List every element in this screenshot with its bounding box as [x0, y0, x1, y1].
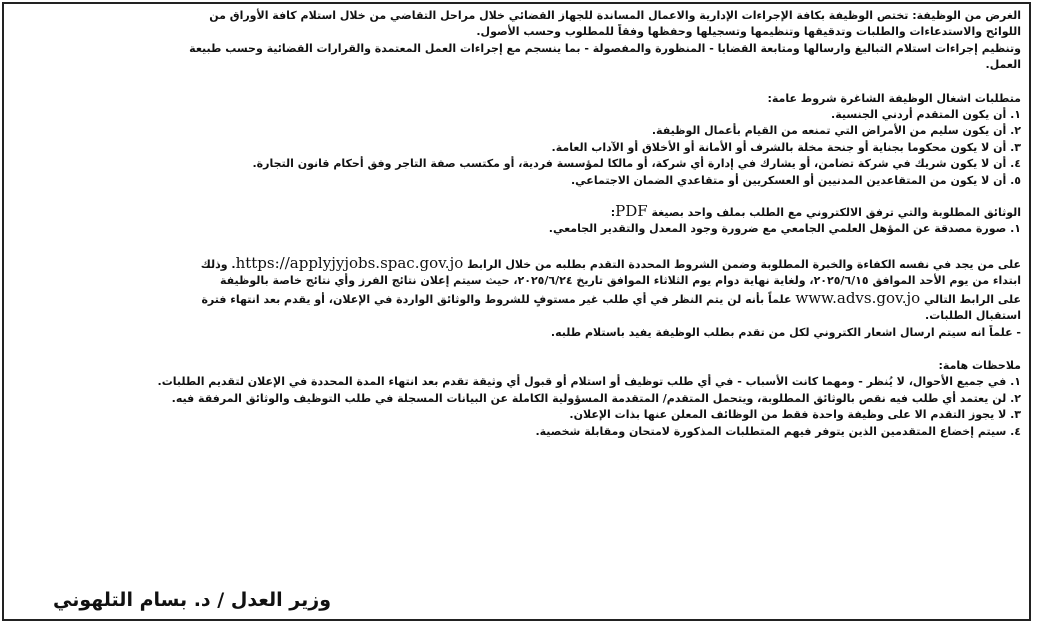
application-line: استقبال الطلبات.	[925, 309, 1021, 323]
results-link[interactable]: www.advs.gov.jo	[795, 289, 921, 307]
application-line	[12, 255, 1021, 273]
application-line	[12, 290, 1021, 308]
purpose-line: العمل.	[985, 58, 1021, 72]
purpose-section	[12, 8, 1021, 74]
application-line1-end: . وذلك	[200, 257, 236, 271]
requirement-item: ٢. أن يكون سليم من الأمراض التي تمنعه من القيام بأعمال الوظيفة.	[651, 124, 1021, 138]
application-line3-end: علماً بأنه لن يتم النظر في أي طلب غير مستوفٍ للشروط والوثائق الواردة في الإعلان، أو يقدم بعد انتهاء فترة	[201, 292, 792, 306]
application-line3-text: على الرابط التالي	[924, 292, 1021, 306]
requirement-item: ٥. أن لا يكون من المتقاعدين المدنيين أو العسكريين أو متقاعدي الضمان الاجتماعي.	[571, 173, 1021, 187]
requirements-section	[12, 91, 1021, 189]
application-line1-text: على من يجد في نفسه الكفاءة والخبرة المطلوبة وضمن الشروط المحددة التقدم بطلبه من خلال الرابط	[467, 257, 1021, 271]
documents-section	[12, 203, 1021, 238]
documents-heading-text: الوثائق المطلوبة والتي ترفق الالكتروني مع الطلب بملف واحد بصيغة	[651, 206, 1021, 220]
application-note: - علماً انه سيتم ارسال اشعار الكتروني لكل من تقدم بطلب الوظيفة يفيد باستلام طلبه.	[550, 325, 1021, 339]
application-section	[12, 255, 1021, 341]
notes-section	[12, 358, 1021, 440]
requirement-item: ٤. أن لا يكون شريك في شركة تضامن، أو يشارك في إدارة أي شركة، أو مالكا لمؤسسة فردية، أو مكتسب صفة التاجر وفق أحكام قانون التجارة.	[252, 157, 1021, 171]
application-line: ابتداء من يوم الأحد الموافق ٢٠٢٥/٦/١٥، ولغاية نهاية دوام يوم الثلاثاء الموافق تاريخ ٢٠٢٥/٦/٢٤، حيث سيتم إعلان نتائج الفرز وأي نتائج خاصة بالوظيفة	[219, 274, 1021, 288]
note-item: ٢. لن يعتمد أي طلب فيه نقص بالوثائق المطلوبة، ويتحمل المتقدم/ المتقدمة المسؤولية الكاملة عن البيانات المسجلة في طلب التوظيف والوثائق المرفقة فيه.	[171, 391, 1021, 405]
note-item: ٤. سيتم إخضاع المتقدمين الذين يتوفر فيهم المتطلبات المذكورة لامتحان ومقابلة شخصية.	[535, 424, 1021, 438]
requirement-item: ١. أن يكون المتقدم أردني الجنسية.	[831, 108, 1021, 122]
pdf-format-label: PDF	[615, 203, 648, 221]
documents-heading-colon: :	[610, 206, 616, 220]
requirements-heading: متطلبات اشغال الوظيفة الشاغرة شروط عامة:	[767, 91, 1021, 105]
announcement-frame	[2, 2, 1031, 621]
purpose-line: وتنظيم إجراءات استلام التباليغ وارسالها ومتابعة القضايا - المنظورة والمفصولة - بما ينسجم مع إجراءات العمل المعتمدة والقرارات القضائية وحسب طبيعة	[189, 41, 1021, 55]
requirement-item: ٣. أن لا يكون محكوما بجناية أو جنحة مخلة بالشرف أو الأمانة أو الأخلاق أو الآداب العامة.	[551, 140, 1021, 154]
purpose-line: اللوائح والاستدعاءات والطلبات وتدقيقها وتنظيمها وتسجيلها وحفظها وفقاً للمطلوب وحسب الأصول.	[476, 25, 1021, 39]
note-item: ٣. لا يجوز التقدم الا على وظيفة واحدة فقط من الوظائف المعلن عنها بذات الإعلان.	[569, 408, 1021, 422]
document-item: ١. صورة مصدقة عن المؤهل العلمي الجامعي مع ضرورة وجود المعدل والتقدير الجامعي.	[548, 222, 1021, 236]
note-item: ١. في جميع الأحوال، لا يُنظر - ومهما كانت الأسباب - في أي طلب توظيف أو استلام أو قبول أي وثيقة تقدم بعد انتهاء المدة المحددة في الإعلان لتقديم الطلبات.	[157, 375, 1021, 389]
signature: وزير العدل / د. بسام التلهوني	[52, 589, 331, 611]
apply-link[interactable]: https://applyjyjobs.spac.gov.jo	[235, 254, 464, 272]
documents-heading	[12, 203, 1021, 221]
notes-heading: ملاحظات هامة:	[938, 358, 1021, 372]
purpose-line: الغرض من الوظيفة: تختص الوظيفة بكافة الإجراءات الإدارية والاعمال المساندة للجهاز القضائي خلال مراحل التقاضي من خلال استلام كافة الأوراق من	[209, 9, 1021, 22]
